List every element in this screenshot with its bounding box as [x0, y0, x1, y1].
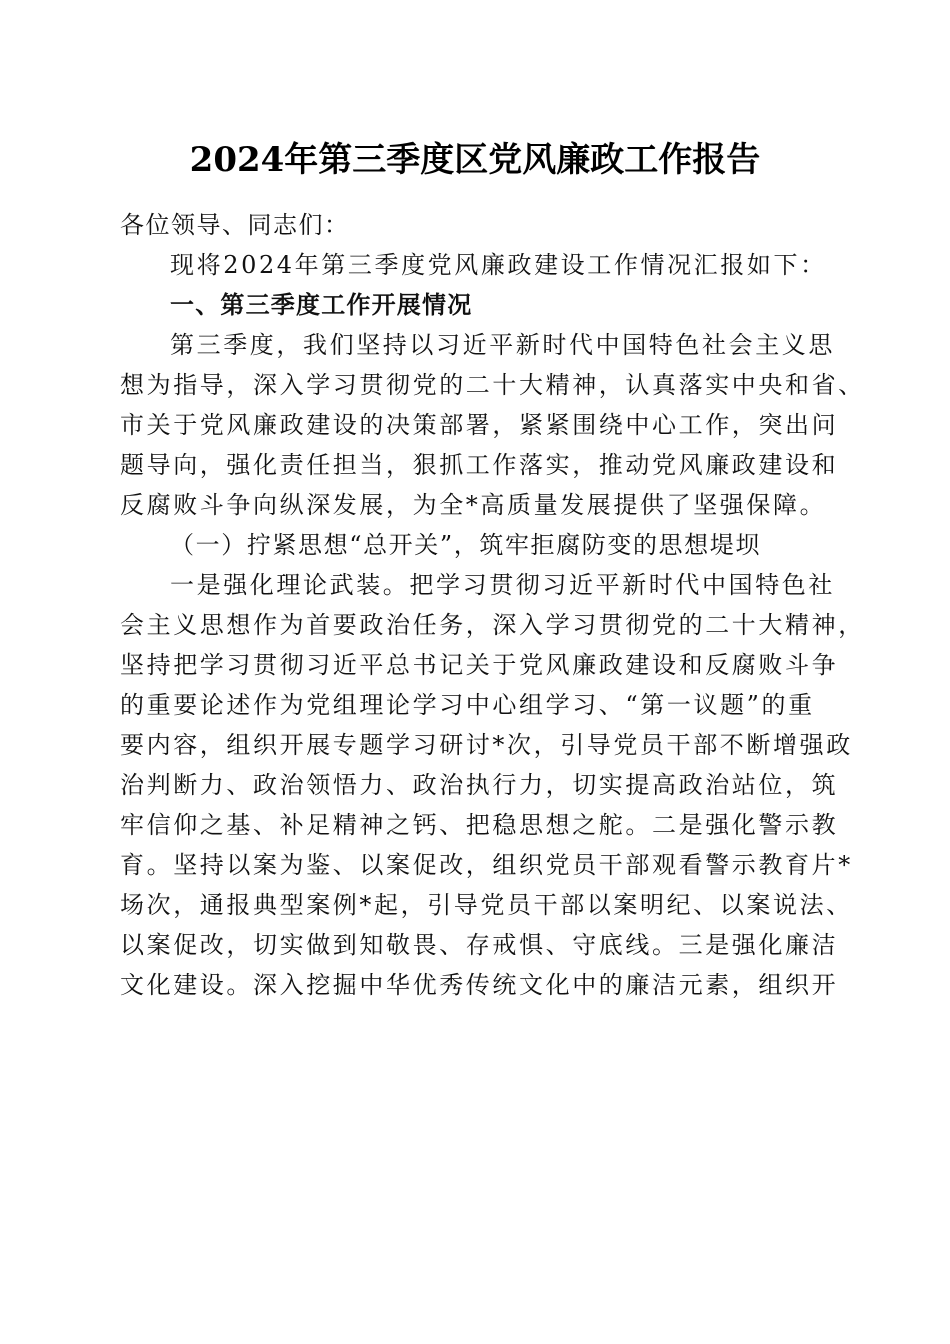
- paragraph-line: 治判断力、政治领悟力、政治执行力，切实提高政治站位，筑: [120, 771, 839, 799]
- paragraph-line: 的重要论述作为党组理论学习中心组学习、“第一议题”的重: [120, 691, 815, 719]
- paragraph-line: 坚持把学习贯彻习近平总书记关于党风廉政建设和反腐败斗争: [120, 651, 839, 679]
- subsection-heading: （一）拧紧思想“总开关”，筑牢拒腐防变的思想堤坝: [170, 531, 761, 559]
- paragraph-line: 要内容，组织开展专题学习研讨*次，引导党员干部不断增强政: [120, 731, 853, 759]
- paragraph-line: 题导向，强化责任担当，狠抓工作落实，推动党风廉政建设和: [120, 451, 839, 479]
- paragraph-line: 会主义思想作为首要政治任务，深入学习贯彻党的二十大精神，: [120, 611, 865, 639]
- paragraph-line: 场次，通报典型案例*起，引导党员干部以案明纪、以案说法、: [120, 891, 853, 919]
- intro-paragraph: 现将2024年第三季度党风廉政建设工作情况汇报如下：: [170, 251, 827, 279]
- paragraph-line: 一是强化理论武装。把学习贯彻习近平新时代中国特色社: [170, 571, 835, 599]
- paragraph-line: 牢信仰之基、补足精神之钙、把稳思想之舵。二是强化警示教: [120, 811, 839, 839]
- paragraph-line: 第三季度，我们坚持以习近平新时代中国特色社会主义思: [170, 331, 835, 359]
- paragraph-line: 市关于党风廉政建设的决策部署，紧紧围绕中心工作，突出问: [120, 411, 839, 439]
- salutation: 各位领导、同志们：: [120, 211, 350, 239]
- document-title: 2024年第三季度区党风廉政工作报告: [189, 140, 761, 180]
- paragraph-line: 想为指导，深入学习贯彻党的二十大精神，认真落实中央和省、: [120, 371, 865, 399]
- paragraph-line: 文化建设。深入挖掘中华优秀传统文化中的廉洁元素，组织开: [120, 971, 839, 999]
- paragraph-line: 反腐败斗争向纵深发展，为全*高质量发展提供了坚强保障。: [120, 491, 827, 519]
- paragraph-line: 以案促改，切实做到知敬畏、存戒惧、守底线。三是强化廉洁: [120, 931, 839, 959]
- document-body: [120, 205, 865, 1005]
- paragraph-line: 育。坚持以案为鉴、以案促改，组织党员干部观看警示教育片*: [120, 851, 853, 879]
- section-heading: 一、第三季度工作开展情况: [170, 291, 473, 319]
